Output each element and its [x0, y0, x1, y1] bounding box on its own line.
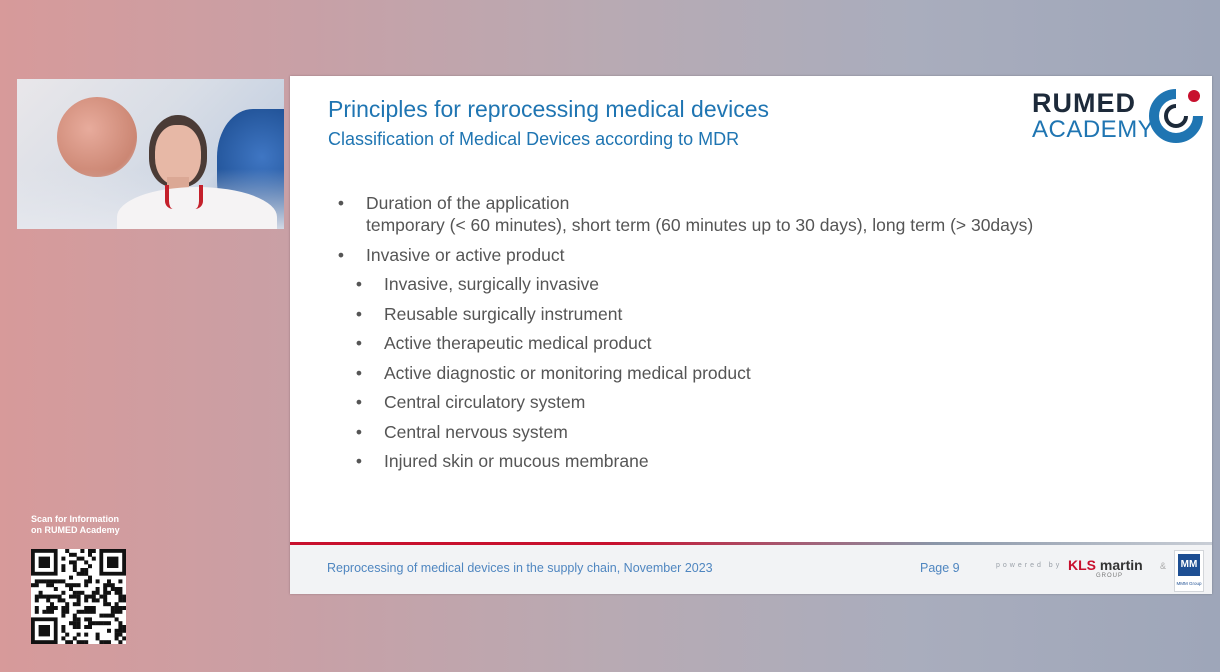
bullet-dot: • [355, 333, 363, 353]
bullet-text: Central circulatory system [384, 392, 586, 412]
qr-caption-line1: Scan for Information [31, 514, 120, 524]
bullet-text: Central nervous system [384, 421, 568, 442]
presentation-slide [290, 76, 1212, 594]
bullet-text: Reusable surgically instrument [384, 303, 623, 324]
qr-code-icon [31, 549, 126, 644]
logo-text-rumed: RUMED [1032, 88, 1136, 118]
qr-caption-line2: on RUMED Academy [31, 525, 120, 535]
sub-bullet-item [336, 391, 1196, 413]
bullet-dot: • [355, 274, 363, 294]
bullet-dot: • [355, 451, 363, 471]
page-number: Page 9 [920, 561, 960, 575]
bullet-text: Injured skin or mucous membrane [384, 451, 649, 471]
qr-code[interactable] [31, 549, 126, 644]
qr-caption [31, 514, 120, 536]
bullet-text-continued: temporary (< 60 minutes), short term (60 minutes up to 30 days), long term (> 30days) [366, 215, 1034, 235]
sub-bullet-item [336, 421, 1196, 443]
rumed-academy-logo [1032, 86, 1208, 144]
logo-text-academy: ACADEMY [1032, 116, 1155, 143]
rumed-logo-icon [1146, 86, 1206, 144]
ampersand-text: & [1160, 561, 1167, 571]
bullet-dot: • [337, 193, 345, 213]
sub-bullet-item [336, 303, 1196, 325]
bullet-text: Invasive, surgically invasive [384, 274, 599, 294]
bullet-text: Active therapeutic medical product [384, 333, 652, 353]
powered-by-text: powered by [996, 562, 1063, 569]
bullet-dot: • [355, 303, 363, 324]
sub-bullet-item [336, 273, 1196, 295]
bullet-text: Duration of the application [366, 193, 570, 213]
kls-martin-logo [1068, 557, 1143, 573]
bullet-item [336, 244, 1196, 266]
bullet-dot: • [355, 421, 363, 442]
bullet-dot: • [337, 244, 345, 265]
speaker-figure [117, 115, 284, 229]
mm-logo-mark: MM [1178, 554, 1200, 576]
bullet-list [336, 192, 1196, 480]
bullet-text: Invasive or active product [366, 244, 565, 265]
sub-bullet-item [336, 450, 1196, 472]
sub-bullet-item [336, 332, 1196, 354]
kls-group-text: GROUP [1096, 573, 1124, 579]
bullet-dot: • [355, 392, 363, 412]
slide-footer [290, 545, 1212, 594]
footer-text: Reprocessing of medical devices in the supply chain, November 2023 [327, 561, 713, 575]
bullet-item [336, 192, 1196, 236]
speaker-video [17, 79, 284, 229]
kls-text: KLS [1068, 557, 1096, 573]
mm-logo-caption: MMM Group [1176, 581, 1202, 586]
sub-bullet-item [336, 362, 1196, 384]
bullet-text: Active diagnostic or monitoring medical product [384, 362, 751, 383]
bullet-dot: • [355, 362, 363, 383]
mmm-group-logo [1174, 550, 1204, 592]
slide-subtitle: Classification of Medical Devices according to MDR [328, 129, 740, 149]
slide-title: Principles for reprocessing medical devices [328, 96, 770, 122]
martin-text: martin [1099, 557, 1143, 573]
